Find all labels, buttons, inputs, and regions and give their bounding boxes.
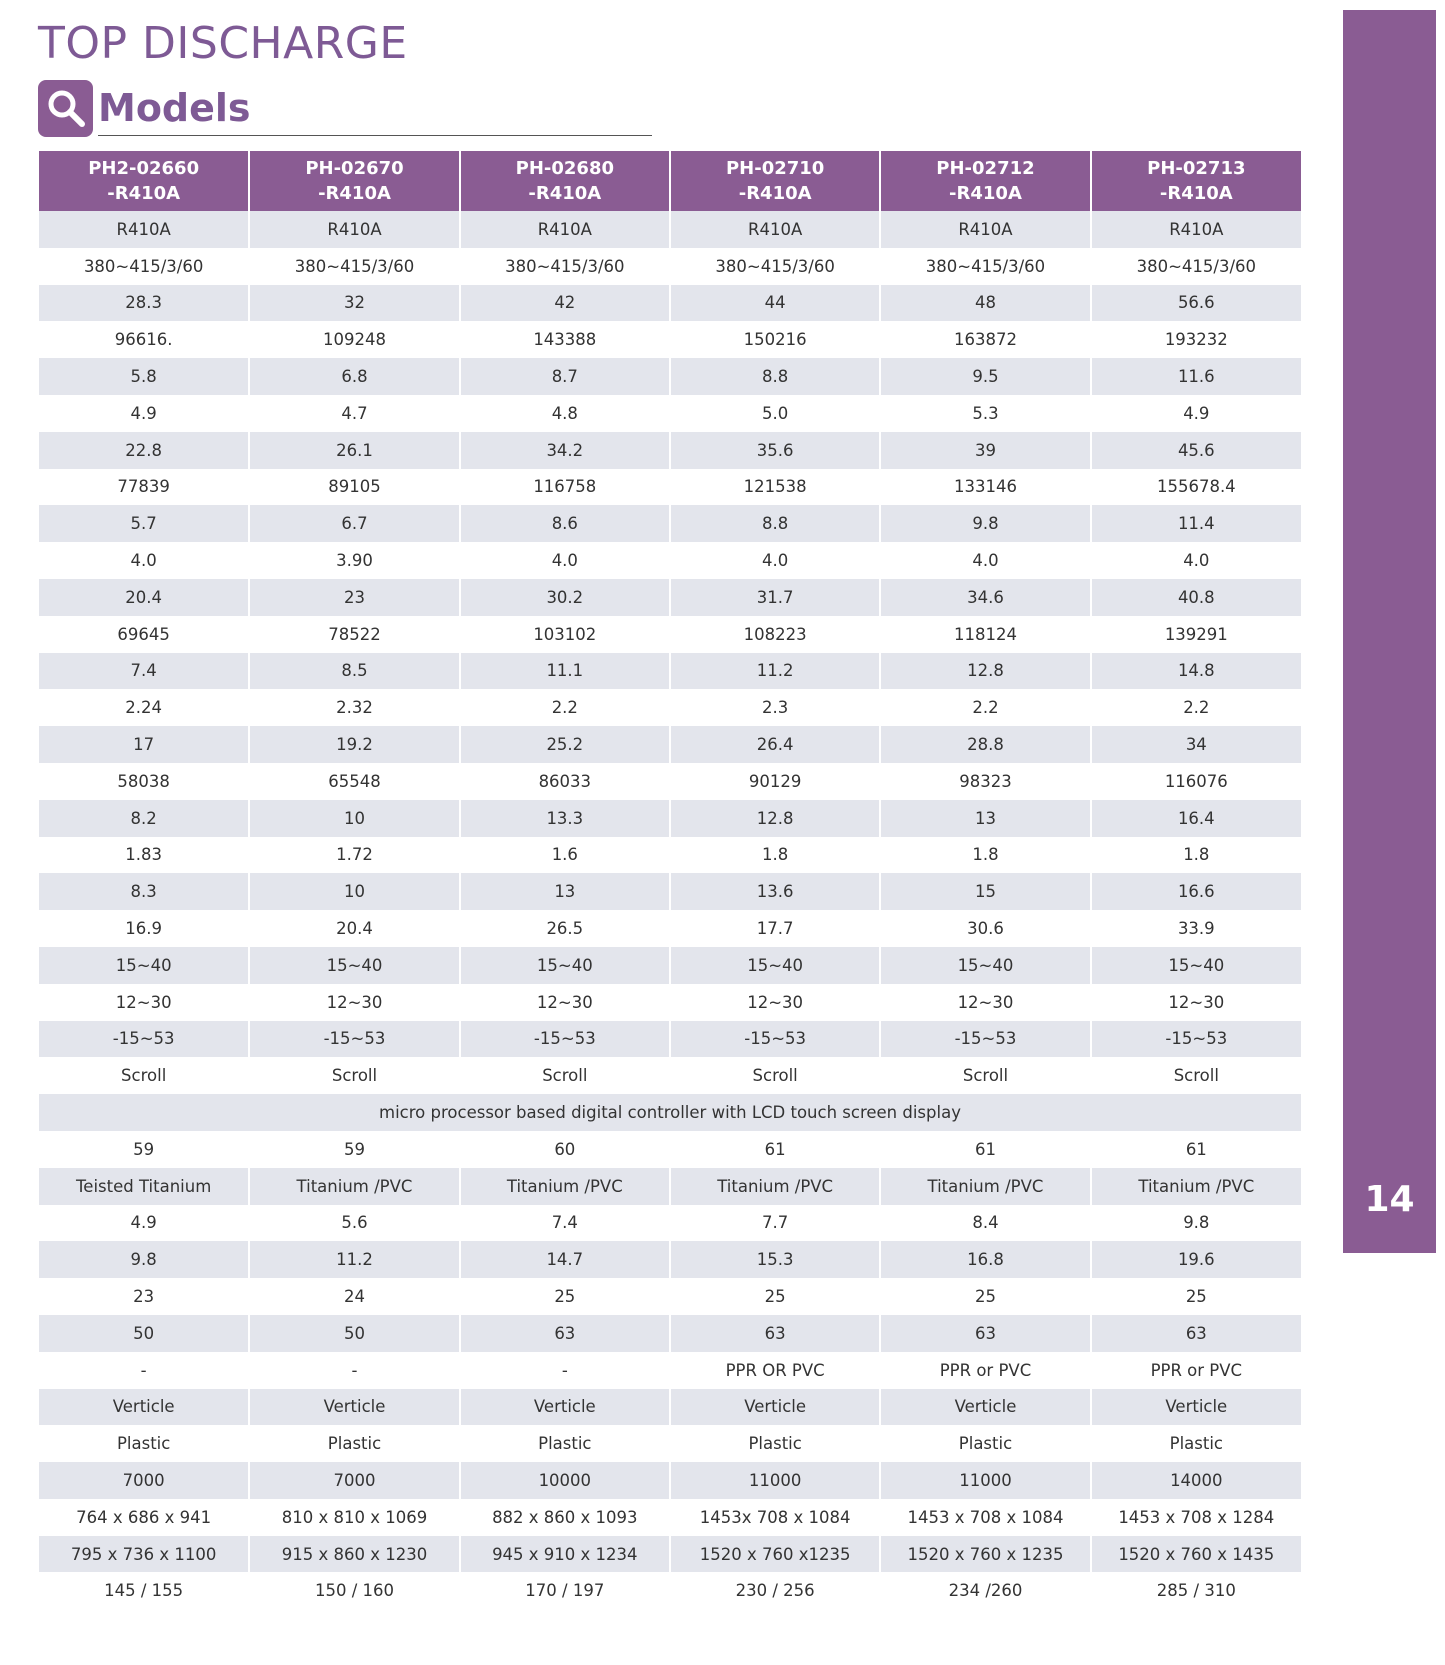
table-cell: Plastic bbox=[880, 1425, 1090, 1462]
table-row bbox=[39, 1094, 1301, 1131]
table-cell: Verticle bbox=[1091, 1389, 1301, 1426]
table-row bbox=[39, 1315, 1301, 1352]
table-cell: 16.6 bbox=[1091, 873, 1301, 910]
table-cell: Teisted Titanium bbox=[39, 1168, 249, 1205]
table-cell: 14.8 bbox=[1091, 653, 1301, 690]
table-cell: 380~415/3/60 bbox=[880, 248, 1090, 285]
page-title: TOP DISCHARGE bbox=[38, 18, 408, 69]
table-cell: 193232 bbox=[1091, 321, 1301, 358]
table-cell: 8.8 bbox=[670, 358, 880, 395]
table-cell: 5.3 bbox=[880, 395, 1090, 432]
table-cell: 28.3 bbox=[39, 285, 249, 322]
table-row bbox=[39, 984, 1301, 1021]
table-cell: 1520 x 760 x1235 bbox=[670, 1536, 880, 1573]
table-cell: R410A bbox=[1091, 211, 1301, 248]
table-cell: 34.6 bbox=[880, 579, 1090, 616]
table-cell: 1520 x 760 x 1435 bbox=[1091, 1536, 1301, 1573]
table-cell: 170 / 197 bbox=[460, 1572, 670, 1609]
table-cell: 6.7 bbox=[249, 505, 459, 542]
table-cell: - bbox=[140, 1360, 147, 1380]
table-cell: 380~415/3/60 bbox=[460, 248, 670, 285]
table-cell: 13.6 bbox=[670, 873, 880, 910]
table-cell: Verticle bbox=[249, 1389, 459, 1426]
table-cell: 19.2 bbox=[249, 726, 459, 763]
table-cell: 5.8 bbox=[39, 358, 249, 395]
table-row bbox=[39, 358, 1301, 395]
table-cell: 65548 bbox=[249, 763, 459, 800]
table-cell: PPR OR PVC bbox=[670, 1352, 880, 1389]
table-cell: 143388 bbox=[460, 321, 670, 358]
table-row bbox=[39, 432, 1301, 469]
table-row bbox=[39, 800, 1301, 837]
table-cell: Titanium /PVC bbox=[880, 1168, 1090, 1205]
table-row bbox=[39, 395, 1301, 432]
table-cell: Scroll bbox=[460, 1057, 670, 1094]
model-name: PH-02712 bbox=[936, 158, 1035, 179]
table-cell: -15~53 bbox=[39, 1021, 249, 1058]
table-cell: 50 bbox=[249, 1315, 459, 1352]
table-cell: 42 bbox=[460, 285, 670, 322]
column-header bbox=[460, 151, 670, 211]
table-row bbox=[39, 1389, 1301, 1426]
table-cell: 7000 bbox=[249, 1462, 459, 1499]
table-cell: 7000 bbox=[39, 1462, 249, 1499]
table-cell: 2.3 bbox=[670, 689, 880, 726]
table-cell: 11000 bbox=[880, 1462, 1090, 1499]
table-cell: 1453 x 708 x 1084 bbox=[880, 1499, 1090, 1536]
table-cell: 4.9 bbox=[130, 403, 157, 423]
table-cell: 63 bbox=[460, 1315, 670, 1352]
table-cell: R410A bbox=[460, 211, 670, 248]
table-cell: Plastic bbox=[1091, 1425, 1301, 1462]
table-cell: 16.4 bbox=[1091, 800, 1301, 837]
table-row bbox=[39, 321, 1301, 358]
table-cell: 15~40 bbox=[249, 947, 459, 984]
table-cell: 15~40 bbox=[1091, 947, 1301, 984]
table-cell: Verticle bbox=[39, 1389, 249, 1426]
table-row bbox=[39, 1352, 1301, 1389]
table-row bbox=[39, 873, 1301, 910]
table-cell: 380~415/3/60 bbox=[249, 248, 459, 285]
table-cell: 380~415/3/60 bbox=[83, 256, 204, 276]
table-row bbox=[39, 1425, 1301, 1462]
side-bar bbox=[1343, 10, 1436, 1253]
table-row bbox=[39, 542, 1301, 579]
table-cell: 230 / 256 bbox=[670, 1572, 880, 1609]
table-cell: micro processor based digital controller with LCD touch screen display bbox=[39, 1094, 1301, 1131]
table-cell: 12~30 bbox=[880, 984, 1090, 1021]
table-row bbox=[39, 947, 1301, 984]
table-row bbox=[39, 837, 1301, 874]
table-row bbox=[39, 1131, 1301, 1168]
table-row bbox=[39, 211, 1301, 248]
table-row bbox=[39, 689, 1301, 726]
table-cell: 285 / 310 bbox=[1091, 1572, 1301, 1609]
table-row bbox=[39, 1462, 1301, 1499]
table-cell: Scroll bbox=[670, 1057, 880, 1094]
table-cell: 5.6 bbox=[249, 1205, 459, 1242]
page-number: 14 bbox=[1364, 1179, 1415, 1220]
model-name: PH2-02660 bbox=[88, 158, 200, 179]
table-cell: 12~30 bbox=[670, 984, 880, 1021]
table-cell: 1520 x 760 x 1235 bbox=[880, 1536, 1090, 1573]
table-cell: 1.6 bbox=[460, 837, 670, 874]
specs-table bbox=[39, 151, 1301, 1609]
table-cell: 6.8 bbox=[249, 358, 459, 395]
table-cell: 116758 bbox=[460, 469, 670, 506]
table-cell: 15~40 bbox=[880, 947, 1090, 984]
table-cell: 2.2 bbox=[880, 689, 1090, 726]
table-cell: 4.7 bbox=[249, 395, 459, 432]
table-cell: Scroll bbox=[249, 1057, 459, 1094]
table-cell: 380~415/3/60 bbox=[670, 248, 880, 285]
table-cell: 2.2 bbox=[1091, 689, 1301, 726]
table-row bbox=[39, 1205, 1301, 1242]
table-cell: 59 bbox=[133, 1139, 155, 1159]
table-cell: Scroll bbox=[1091, 1057, 1301, 1094]
table-cell: 5.0 bbox=[670, 395, 880, 432]
table-cell: 44 bbox=[670, 285, 880, 322]
table-cell: 4.9 bbox=[130, 1213, 157, 1233]
table-cell: R410A bbox=[880, 211, 1090, 248]
column-header bbox=[1091, 151, 1301, 211]
table-cell: 34.2 bbox=[460, 432, 670, 469]
table-cell: 25 bbox=[1091, 1278, 1301, 1315]
table-cell: R410A bbox=[39, 211, 249, 248]
table-cell: 15~40 bbox=[460, 947, 670, 984]
table-cell: R410A bbox=[249, 211, 459, 248]
table-cell: 63 bbox=[670, 1315, 880, 1352]
table-cell: 108223 bbox=[670, 616, 880, 653]
table-cell: 59 bbox=[249, 1131, 459, 1168]
table-cell: 11.2 bbox=[249, 1241, 459, 1278]
table-row bbox=[39, 726, 1301, 763]
table-cell: 5.7 bbox=[39, 505, 249, 542]
table-cell: 10 bbox=[249, 800, 459, 837]
table-cell: 61 bbox=[670, 1131, 880, 1168]
table-cell: 12.8 bbox=[880, 653, 1090, 690]
table-cell: 25 bbox=[460, 1278, 670, 1315]
table-cell: 764 x 686 x 941 bbox=[76, 1507, 212, 1527]
table-cell: 4.0 bbox=[130, 551, 157, 571]
table-cell: 8.5 bbox=[249, 653, 459, 690]
table-cell: 48 bbox=[880, 285, 1090, 322]
table-cell: 1453 x 708 x 1284 bbox=[1091, 1499, 1301, 1536]
table-cell: 121538 bbox=[670, 469, 880, 506]
table-cell: 139291 bbox=[1091, 616, 1301, 653]
table-cell: 12.8 bbox=[670, 800, 880, 837]
table-cell: 12~30 bbox=[249, 984, 459, 1021]
table-cell: Scroll bbox=[880, 1057, 1090, 1094]
table-cell: Titanium /PVC bbox=[1091, 1168, 1301, 1205]
table-cell: 8.6 bbox=[460, 505, 670, 542]
table-cell: 15 bbox=[880, 873, 1090, 910]
table-cell: 25 bbox=[880, 1278, 1090, 1315]
table-cell: 13 bbox=[460, 873, 670, 910]
table-cell: 116076 bbox=[1091, 763, 1301, 800]
table-cell: Scroll bbox=[121, 1066, 167, 1086]
table-row bbox=[39, 1057, 1301, 1094]
table-cell: - bbox=[460, 1352, 670, 1389]
table-cell: 17 bbox=[39, 726, 249, 763]
table-cell: 7.7 bbox=[670, 1205, 880, 1242]
table-cell: 61 bbox=[1091, 1131, 1301, 1168]
table-row bbox=[39, 1499, 1301, 1536]
table-cell: 7.4 bbox=[39, 653, 249, 690]
table-cell: 945 x 910 x 1234 bbox=[460, 1536, 670, 1573]
table-cell: Titanium /PVC bbox=[249, 1168, 459, 1205]
table-cell: 103102 bbox=[460, 616, 670, 653]
table-cell: 4.0 bbox=[1091, 542, 1301, 579]
table-row bbox=[39, 579, 1301, 616]
table-cell: PPR or PVC bbox=[1091, 1352, 1301, 1389]
table-cell: 10000 bbox=[460, 1462, 670, 1499]
table-cell: 25.2 bbox=[460, 726, 670, 763]
table-cell: 45.6 bbox=[1091, 432, 1301, 469]
table-cell: 23 bbox=[133, 1287, 155, 1306]
table-cell: 118124 bbox=[880, 616, 1090, 653]
table-cell: 16.9 bbox=[125, 919, 163, 939]
table-cell: 31.7 bbox=[670, 579, 880, 616]
table-row bbox=[39, 469, 1301, 506]
table-cell: 24 bbox=[249, 1278, 459, 1315]
table-cell: 61 bbox=[880, 1131, 1090, 1168]
table-cell: 11.4 bbox=[1091, 505, 1301, 542]
table-cell: Titanium /PVC bbox=[460, 1168, 670, 1205]
table-cell: 4.0 bbox=[670, 542, 880, 579]
table-cell: 63 bbox=[1091, 1315, 1301, 1352]
table-cell: 20.4 bbox=[39, 579, 249, 616]
table-cell: 4.0 bbox=[460, 542, 670, 579]
table-cell: Verticle bbox=[460, 1389, 670, 1426]
table-cell: 14000 bbox=[1091, 1462, 1301, 1499]
table-cell: Verticle bbox=[670, 1389, 880, 1426]
table-cell: 25 bbox=[670, 1278, 880, 1315]
table-cell: 1.8 bbox=[1091, 837, 1301, 874]
models-heading bbox=[38, 80, 652, 138]
table-cell: 50 bbox=[39, 1315, 249, 1352]
table-cell: 8.4 bbox=[880, 1205, 1090, 1242]
table-cell: 4.0 bbox=[880, 542, 1090, 579]
table-cell: -15~53 bbox=[460, 1021, 670, 1058]
table-row bbox=[39, 763, 1301, 800]
table-cell: 11.6 bbox=[1091, 358, 1301, 395]
table-cell: Plastic bbox=[249, 1425, 459, 1462]
table-cell: 30.2 bbox=[460, 579, 670, 616]
table-cell: 1.8 bbox=[880, 837, 1090, 874]
table-cell: 109248 bbox=[249, 321, 459, 358]
table-row bbox=[39, 1536, 1301, 1573]
column-header bbox=[249, 151, 459, 211]
table-cell: 20.4 bbox=[249, 910, 459, 947]
table-cell: 33.9 bbox=[1091, 910, 1301, 947]
table-cell: 15~40 bbox=[670, 947, 880, 984]
table-cell: 26.5 bbox=[460, 910, 670, 947]
model-suffix: -R410A bbox=[738, 183, 812, 204]
table-cell: Plastic bbox=[460, 1425, 670, 1462]
table-cell: 7.4 bbox=[460, 1205, 670, 1242]
table-row bbox=[39, 1572, 1301, 1609]
table-cell: 163872 bbox=[880, 321, 1090, 358]
table-cell: 810 x 810 x 1069 bbox=[249, 1499, 459, 1536]
table-cell: 19.6 bbox=[1091, 1241, 1301, 1278]
table-cell: 2.32 bbox=[249, 689, 459, 726]
table-row bbox=[39, 285, 1301, 322]
model-suffix: -R410A bbox=[528, 183, 602, 204]
table-cell: 89105 bbox=[249, 469, 459, 506]
table-row bbox=[39, 1241, 1301, 1278]
table-cell: 12~30 bbox=[460, 984, 670, 1021]
table-cell: 2.24 bbox=[125, 698, 163, 718]
table-cell: 155678.4 bbox=[1091, 469, 1301, 506]
table-cell: 28.8 bbox=[880, 726, 1090, 763]
table-cell: - bbox=[249, 1352, 459, 1389]
table-cell: 35.6 bbox=[670, 432, 880, 469]
table-cell: Plastic bbox=[116, 1434, 171, 1454]
table-cell: 77839 bbox=[117, 477, 170, 497]
table-cell: 15.3 bbox=[670, 1241, 880, 1278]
table-cell: R410A bbox=[670, 211, 880, 248]
table-cell: 16.8 bbox=[880, 1241, 1090, 1278]
model-name: PH-02713 bbox=[1147, 158, 1246, 179]
column-header bbox=[670, 151, 880, 211]
heading-underline bbox=[98, 135, 652, 136]
model-name: PH-02680 bbox=[515, 158, 614, 179]
table-row bbox=[39, 248, 1301, 285]
table-cell: 11.1 bbox=[460, 653, 670, 690]
table-cell: 150 / 160 bbox=[249, 1572, 459, 1609]
table-cell: 39 bbox=[880, 432, 1090, 469]
table-cell: 795 x 736 x 1100 bbox=[39, 1536, 249, 1573]
table-cell: 17.7 bbox=[670, 910, 880, 947]
table-cell: 234 /260 bbox=[880, 1572, 1090, 1609]
table-row bbox=[39, 616, 1301, 653]
table-cell: 22.8 bbox=[39, 432, 249, 469]
table-cell: -15~53 bbox=[249, 1021, 459, 1058]
table-cell: 13.3 bbox=[460, 800, 670, 837]
table-cell: -15~53 bbox=[880, 1021, 1090, 1058]
table-row bbox=[39, 505, 1301, 542]
table-cell: 58038 bbox=[117, 771, 170, 791]
table-cell: 1.8 bbox=[670, 837, 880, 874]
column-header bbox=[880, 151, 1090, 211]
table-body bbox=[39, 211, 1301, 1609]
table-cell: 8.3 bbox=[39, 873, 249, 910]
table-cell: 10 bbox=[249, 873, 459, 910]
table-cell: 9.8 bbox=[1091, 1205, 1301, 1242]
table-cell: -15~53 bbox=[1091, 1021, 1301, 1058]
table-cell: PPR or PVC bbox=[880, 1352, 1090, 1389]
table-cell: 882 x 860 x 1093 bbox=[460, 1499, 670, 1536]
table-row bbox=[39, 1021, 1301, 1058]
model-suffix: -R410A bbox=[107, 183, 181, 204]
table-cell: 15~40 bbox=[39, 947, 249, 984]
table-header-row bbox=[39, 151, 1301, 211]
table-row bbox=[39, 1168, 1301, 1205]
table-cell: 4.8 bbox=[460, 395, 670, 432]
table-cell: 26.4 bbox=[670, 726, 880, 763]
table-cell: 78522 bbox=[249, 616, 459, 653]
table-cell: 60 bbox=[460, 1131, 670, 1168]
table-row bbox=[39, 910, 1301, 947]
table-cell: 96616. bbox=[114, 330, 173, 350]
table-cell: 12~30 bbox=[115, 992, 172, 1012]
table-cell: 8.2 bbox=[39, 800, 249, 837]
table-cell: 32 bbox=[249, 285, 459, 322]
table-cell: 23 bbox=[249, 579, 459, 616]
model-name: PH-02710 bbox=[725, 158, 825, 179]
table-cell: 3.90 bbox=[249, 542, 459, 579]
table-cell: 30.6 bbox=[880, 910, 1090, 947]
table-cell: 11.2 bbox=[670, 653, 880, 690]
table-cell: 145 / 155 bbox=[104, 1581, 184, 1601]
table-row bbox=[39, 1278, 1301, 1315]
table-cell: Titanium /PVC bbox=[670, 1168, 880, 1205]
table-cell: 1.83 bbox=[125, 845, 163, 865]
table-cell: -15~53 bbox=[670, 1021, 880, 1058]
table-cell: 12~30 bbox=[1091, 984, 1301, 1021]
table-cell: 1453x 708 x 1084 bbox=[670, 1499, 880, 1536]
table-cell: 8.8 bbox=[670, 505, 880, 542]
table-row bbox=[39, 653, 1301, 690]
table-cell: 26.1 bbox=[249, 432, 459, 469]
table-cell: 9.8 bbox=[39, 1241, 249, 1278]
table-cell: 40.8 bbox=[1091, 579, 1301, 616]
table-cell: 56.6 bbox=[1091, 285, 1301, 322]
table-cell: 86033 bbox=[460, 763, 670, 800]
table-cell: 8.7 bbox=[460, 358, 670, 395]
table-cell: 69645 bbox=[117, 624, 170, 644]
table-cell: 13 bbox=[880, 800, 1090, 837]
section-heading: Models bbox=[98, 86, 251, 130]
table-cell: 2.2 bbox=[460, 689, 670, 726]
table-cell: 34 bbox=[1091, 726, 1301, 763]
table-cell: 98323 bbox=[880, 763, 1090, 800]
table-cell: 1.72 bbox=[249, 837, 459, 874]
column-header bbox=[39, 151, 249, 211]
table-cell: 150216 bbox=[670, 321, 880, 358]
model-suffix: -R410A bbox=[1159, 183, 1233, 204]
table-cell: 4.9 bbox=[1091, 395, 1301, 432]
table-cell: 14.7 bbox=[460, 1241, 670, 1278]
table-cell: Plastic bbox=[670, 1425, 880, 1462]
search-icon bbox=[38, 80, 93, 137]
model-suffix: -R410A bbox=[949, 183, 1022, 204]
table-cell: 63 bbox=[880, 1315, 1090, 1352]
table-cell: 11000 bbox=[670, 1462, 880, 1499]
table-cell: 90129 bbox=[670, 763, 880, 800]
table-cell: 9.8 bbox=[880, 505, 1090, 542]
model-suffix: -R410A bbox=[318, 183, 391, 204]
table-cell: 9.5 bbox=[880, 358, 1090, 395]
table-cell: Verticle bbox=[880, 1389, 1090, 1426]
table-cell: 380~415/3/60 bbox=[1091, 248, 1301, 285]
table-cell: 133146 bbox=[880, 469, 1090, 506]
model-name: PH-02670 bbox=[305, 158, 404, 179]
table-cell: 915 x 860 x 1230 bbox=[249, 1536, 459, 1573]
